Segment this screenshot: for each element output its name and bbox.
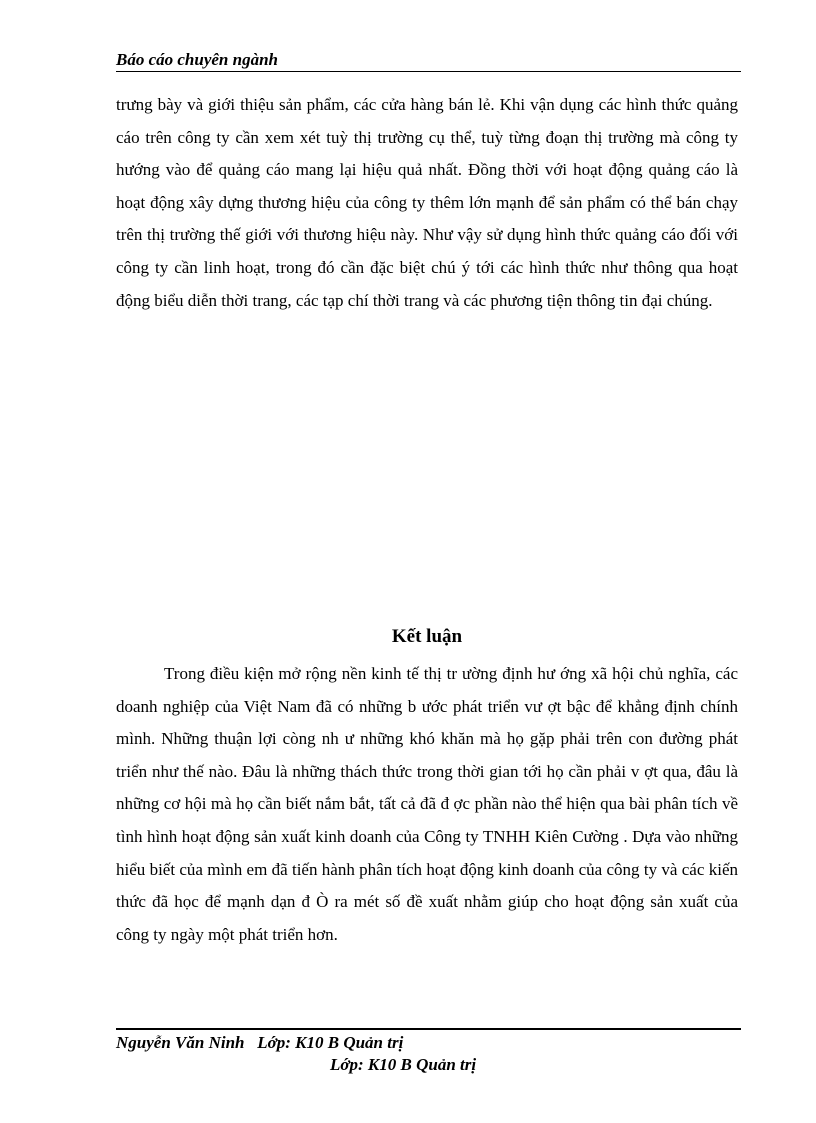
footer-class-2: Lớp: K10 B Quản trị — [330, 1055, 477, 1074]
page-header-title: Báo cáo chuyên ngành — [116, 50, 278, 69]
footer-author-line — [116, 1033, 403, 1053]
footer-divider — [116, 1028, 741, 1030]
header-divider — [116, 71, 741, 72]
footer-class-1: Lớp: K10 B Quản trị — [257, 1033, 404, 1052]
body-paragraph-1: trưng bày và giới thiệu sản phẩm, các cửa hàng bán lẻ. Khi vận dụng các hình thức quảng cáo trên công ty cần xem xét tuỳ thị trường cụ thể, tuỳ từng đoạn thị trường mà công ty hướng vào để quảng cáo mang lại hiệu quả nhất. Đồng thời với hoạt động quảng cáo là hoạt động xây dựng thương hiệu của công ty thêm lớn mạnh để sản phẩm có thể bán chạy trên thị trường thế giới với thương hiệu này. Như vậy sử dụng hình thức quảng cáo đối với công ty cần linh hoạt, trong đó cần đặc biệt chú ý tới các hình thức như thông qua hoạt động biểu diễn thời trang, các tạp chí thời trang và các phương tiện thông tin đại chúng. — [116, 95, 738, 310]
body-paragraph-2: Trong điều kiện mở rộng nền kinh tế thị tr ường định hư ớng xã hội chủ nghĩa, các doanh nghiệp của Việt Nam đã có những b ước phát triển vư ợt bậc để khẳng định chính mình. Những thuận lợi còng nh ư những khó khăn mà họ gặp phải trên con đường phát triển như thế nào. Đâu là những thách thức trong thời gian tới họ cần phải v ợt qua, đâu là những cơ hội mà họ cần biết nắm bắt, tất cả đã đ ợc phần nào thể hiện qua bài phân tích về tình hình hoạt động sản xuất kinh doanh của Công ty TNHH Kiên Cường . Dựa vào những hiểu biết của mình em đã tiến hành phân tích hoạt động kinh doanh của công ty và các kiến thức đã học để mạnh dạn đ Ò ra mét số đề xuất nhằm giúp cho hoạt động sản xuất của công ty ngày một phát triển hơn. — [116, 664, 738, 944]
footer-author: Nguyễn Văn Ninh — [116, 1033, 245, 1052]
conclusion-heading: Kết luận — [391, 626, 463, 647]
